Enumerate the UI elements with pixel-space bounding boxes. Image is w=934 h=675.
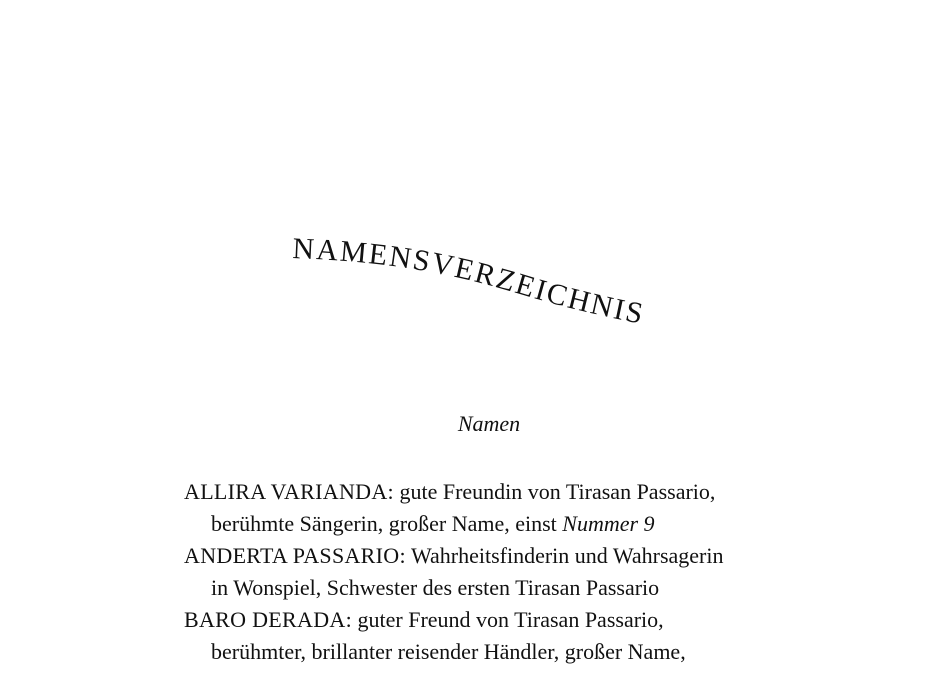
section-heading-names: Namen	[457, 411, 521, 436]
entry-name: ALLIRA VARIANDA:	[184, 479, 394, 504]
page-title-path-text: NAMENSVERZEICHNIS	[291, 231, 648, 331]
entry-name: BARO DERADA:	[184, 607, 352, 632]
entry-description: Wahrheitsfinderin und Wahrsagerin	[410, 543, 724, 568]
list-item	[184, 476, 824, 540]
entry-description: gute Freundin von Tirasan Passario,	[399, 479, 716, 504]
entry-description-continued: in Wonspiel, Schwester des ersten Tirasan Passario	[211, 575, 660, 600]
entry-description-continued: berühmter, brillanter reisender Händler, großer Name,	[211, 639, 686, 664]
entry-description-continued: berühmte Sängerin, großer Name, einst	[211, 511, 557, 536]
page-title-text	[292, 232, 648, 331]
entry-emphasis: Nummer 9	[562, 511, 655, 536]
list-item	[184, 540, 824, 604]
entry-description: guter Freund von Tirasan Passario,	[357, 607, 664, 632]
name-index-list	[184, 476, 824, 668]
entry-name: ANDERTA PASSARIO:	[184, 543, 406, 568]
list-item	[184, 604, 824, 668]
